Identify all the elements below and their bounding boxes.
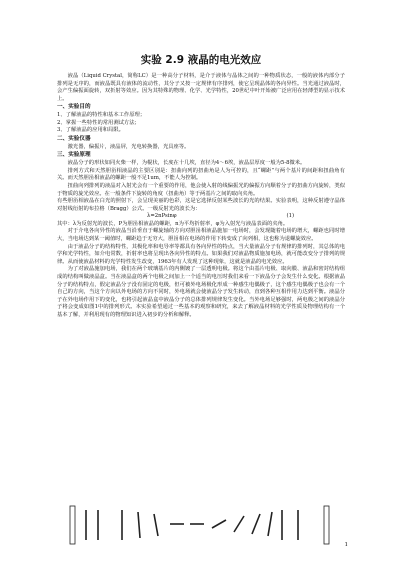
purpose-item-1: 1、了解液晶的特性和基本工作原理； bbox=[57, 112, 146, 119]
page-title: 实验 2.9 液晶的电光效应 bbox=[140, 54, 262, 66]
document-content bbox=[57, 52, 345, 320]
principle-paragraph-1: 液晶分子的形状如同火柴一样，为棍状，长度在十几埃，直径为4～6埃，液晶层厚度一般为5-8微米。 bbox=[67, 160, 306, 167]
molecule-tilted-icon bbox=[252, 514, 260, 534]
molecule-tilted-icon bbox=[154, 514, 158, 536]
page-number: 1 bbox=[344, 542, 348, 548]
instruments-text: 激光器，偏振片，液晶屏，光电转换器，光具座等。 bbox=[67, 143, 190, 150]
substrate-left-icon bbox=[70, 506, 75, 544]
molecule-tilted-icon bbox=[268, 512, 272, 536]
substrate-right-icon bbox=[324, 506, 329, 544]
molecule-tilted-icon bbox=[234, 516, 244, 532]
bragg-formula bbox=[57, 213, 345, 221]
intro-paragraph: 液晶（Liquid Crystal，简称LC）是一种高分子材料，是介于液体与晶体之间的一种物质状态，一般的液体内部分子排列是无序的，而液晶既具有液体的流动性，其分子又按一定规律有序排列，使它呈现晶体的各向异性。当光通过液晶时，会产生偏振面旋转，双折射等效应。因为其特殊的物理、化学、光学特性，20世纪中叶开始被广泛应用在轻薄型的显示技术上。 bbox=[57, 73, 345, 102]
principle-paragraph-4: 有些胆甾相液晶在白光的照射下，会呈现美丽的色彩，这是它选择反射某些波长的光的结果。实验表明，这种反射遵守晶体对射线衍射的布拉格（Bragg）公式。一级反射光的波长为： bbox=[57, 198, 345, 212]
purpose-item-2: 2、掌握一些特性的常用测试方法； bbox=[57, 119, 140, 126]
principle-paragraph-2: 排列方式和天然胆甾相液晶的主要区别是：扭曲向列的扭曲角是人为可控的，且“螺距”与两个基片的间距和扭曲角有关。而天然胆甾相液晶的螺距一般不足1um，不能人为控制。 bbox=[57, 167, 345, 182]
molecule-tilted-icon bbox=[212, 520, 226, 528]
purpose-item-3: 3、了解液晶的应用和局限。 bbox=[57, 127, 124, 134]
formula-number: (1) bbox=[286, 213, 295, 220]
section-heading-instruments: 二、实验仪器 bbox=[57, 135, 91, 142]
principle-paragraph-6: 由于液晶分子的结构特性，其极化率和电导率等都具有各向异性的特点，当大量液晶分子有规律的排列时，其总体的电学和光学特性，如介电常数，折射率也将呈现出各向异性的特点。如果我们对液晶物质施加电场，就可能改变分子排列的规律。从而使液晶材料的光学特性发生改变，1963年有人发现了这种现象，这就是液晶的电光效应。 bbox=[57, 243, 345, 265]
section-heading-purpose: 一、实验目的 bbox=[57, 104, 91, 111]
formula-equation: λ=2nPsinφ bbox=[147, 213, 177, 220]
principle-paragraph-3: 扭曲向列排列的液晶对入射光会有一个重要的作用，他会使入射的线偏振光的偏振方向顺着分子的扭曲方向旋转，类似于物质的旋光效应。在一般条件下旋转的角度（扭曲角）等于两基片之间的取向夹角。 bbox=[57, 182, 345, 197]
principle-paragraph-5: 对于介电各向异性的液晶当沿垂直于螺旋轴的方向对胆甾相液晶施加一电场时，会发现随着电场的增大，螺距也同时增大，当电场达到某一阈值时，螺距趋于无穷大，胆甾相在电场的作用下转变成了向列相，这也称为退螺旋效应。 bbox=[57, 228, 345, 243]
formula-explanation: 其中：λ为反射光的波长，P为胆甾相液晶的螺距，n为平均折射率，φ为入射光与液晶表面的夹角。 bbox=[57, 220, 289, 227]
section-heading-principle: 三、实验原理 bbox=[57, 152, 91, 159]
liquid-crystal-molecule-alignment-diagram bbox=[62, 500, 342, 548]
molecule-tilted-icon bbox=[138, 512, 140, 538]
principle-paragraph-7: 为了对液晶施加电场，我们在两个玻璃基片的内侧镀了一层透明电极。将这个由基片电极、取向膜、液晶和密封结构组成的结构叫做液晶盒。当在液晶盒的两个电极之间加上一个适当的电压时我们来看一下液晶分子会发生什么变化。根据液晶分子的结构特点，假定液晶分子没有固定的电极，但可被外电场极化形成一种感生电偶极子，这个感生电偶极子也会有一个自己的方向，当这个方向以外电场的方向不同时，外电场就会使液晶分子发生转动，直到各种互相作用力达到平衡。液晶分子在外电场作用下的变化，也将引起液晶盒中液晶分子的总体排列规律发生变化。当外电场足够强时，两电极之间的液晶分子将会变成如图1中的排列形式。本实验希望通过一些基本的观察和研究，来去了解液晶材料的光学性质及物理结构有一个基本了解，并利用现有的物理知识进入初步的分析和解释。 bbox=[57, 266, 345, 319]
